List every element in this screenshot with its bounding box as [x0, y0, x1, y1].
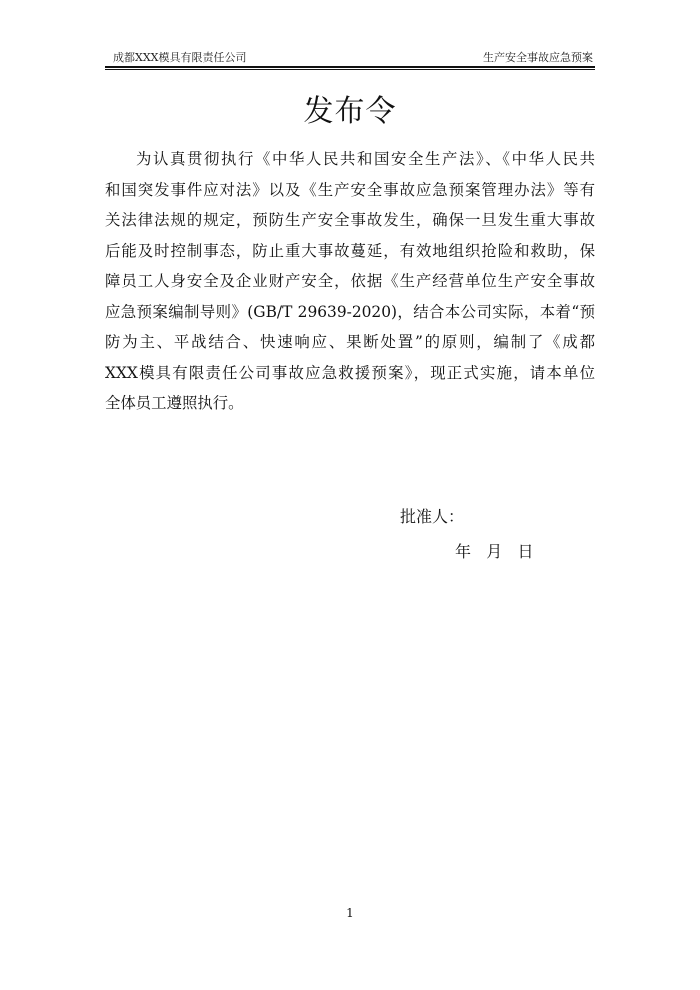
page-number: 1	[346, 906, 354, 920]
header-divider-thick	[105, 66, 595, 68]
header-company-name: 成都XXX模具有限责任公司	[113, 51, 247, 64]
page-title: 发布令	[303, 94, 397, 129]
header-divider-thin	[105, 69, 595, 70]
body-line: XXX模具有限责任公司事故应急救援预案》，现正式实施，请本单位	[105, 363, 595, 382]
page-header	[105, 50, 595, 66]
date-line: 年 月 日	[455, 542, 534, 561]
body-line: 为认真贯彻执行《中华人民共和国安全生产法》、《中华人民共	[136, 150, 595, 168]
body-line: 后能及时控制事态，防止重大事故蔓延，有效地组织抢险和救助，保	[105, 241, 595, 260]
approver-label: 批准人：	[400, 507, 465, 526]
body-line: 和国突发事件应对法》以及《生产安全事故应急预案管理办法》等有	[105, 180, 595, 199]
body-line: 关法律法规的规定，预防生产安全事故发生，确保一旦发生重大事故	[105, 211, 595, 229]
header-document-name: 生产安全事故应急预案	[483, 51, 593, 64]
body-line: 防为主、平战结合、快速响应、果断处置”的原则，编制了《成都	[105, 333, 595, 351]
body-line: 障员工人身安全及企业财产安全，依据《生产经营单位生产安全事故	[105, 272, 595, 290]
body-line: 全体员工遵照执行。	[105, 394, 244, 412]
body-paragraph	[105, 144, 595, 419]
body-line: 应急预案编制导则》(GB/T 29639-2020)，结合本公司实际，本着“预	[105, 302, 595, 321]
